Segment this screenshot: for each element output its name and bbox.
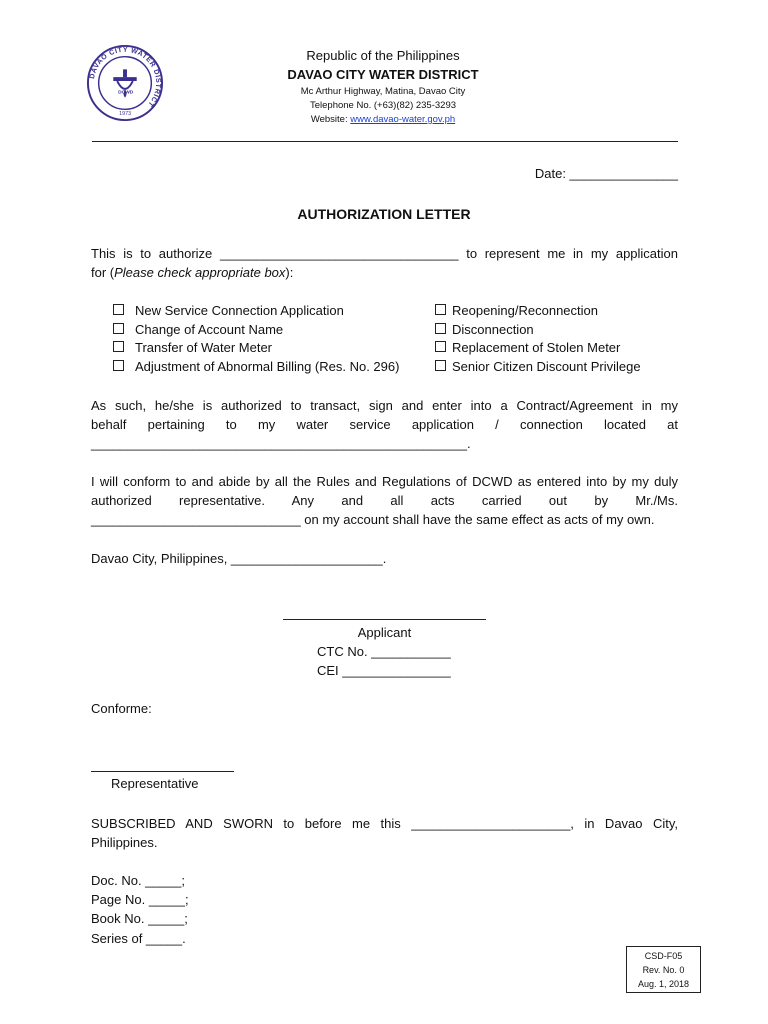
checkbox-box[interactable] <box>113 341 124 352</box>
book-no: Book No. _____; <box>91 911 188 927</box>
page-no: Page No. _____; <box>91 892 189 908</box>
location-field[interactable]: ____________________________________________________. <box>91 436 471 452</box>
checkbox-box[interactable] <box>435 341 446 352</box>
form-code-box <box>626 946 701 993</box>
intro-paragraph <box>91 244 678 282</box>
header-address: Mc Arthur Highway, Matina, Davao City <box>300 86 466 97</box>
conforme-label: Conforme: <box>91 701 152 716</box>
checkbox-disconnection[interactable]: Disconnection <box>435 321 641 340</box>
header-republic: Republic of the Philippines <box>306 48 460 63</box>
svg-text:DCWD: DCWD <box>118 90 134 96</box>
svg-text:DAVAO CITY WATER DISTRICT: DAVAO CITY WATER DISTRICT <box>89 46 162 108</box>
date-field[interactable]: Date: _______________ <box>534 166 678 181</box>
checkbox-change-account-name[interactable]: Change of Account Name <box>113 321 399 340</box>
header-telephone: Telephone No. (+63)(82) 235-3293 <box>309 100 457 111</box>
header-website <box>200 114 566 125</box>
checkbox-group-left <box>113 302 399 377</box>
applicant-label: Applicant <box>357 625 412 640</box>
form-code: CSD-F05 <box>644 951 683 961</box>
checkbox-stolen-meter[interactable]: Replacement of Stolen Meter <box>435 339 641 358</box>
intro-line-1: This is to authorize _________________________________ to represent me in my application <box>91 246 678 261</box>
subscribed-paragraph: SUBSCRIBED AND SWORN to before me this ______________________, in Davao City, Philippines. <box>91 816 678 851</box>
website-link[interactable]: www.davao-water.gov.ph <box>350 114 456 125</box>
checkbox-transfer-meter[interactable]: Transfer of Water Meter <box>113 339 399 358</box>
checkbox-group-right <box>435 302 641 377</box>
representative-signature-line[interactable] <box>91 771 234 772</box>
checkbox-box[interactable] <box>113 360 124 371</box>
cei-field[interactable]: CEI _______________ <box>317 663 451 678</box>
form-date: Aug. 1, 2018 <box>637 979 690 989</box>
svg-text:1973: 1973 <box>119 111 132 118</box>
checkbox-box[interactable] <box>435 304 446 315</box>
checkbox-box[interactable] <box>113 304 124 315</box>
website-label: Website: <box>310 114 351 125</box>
checkbox-box[interactable] <box>435 360 446 371</box>
intro-line-2: for (Please check appropriate box): <box>91 265 294 281</box>
ctc-field[interactable]: CTC No. ___________ <box>317 644 451 659</box>
checkbox-box[interactable] <box>113 323 124 334</box>
header-divider <box>92 141 678 142</box>
place-date-line[interactable]: Davao City, Philippines, _____________________. <box>91 551 387 566</box>
authority-paragraph: As such, he/she is authorized to transact, sign and enter into a Contract/Agreement in my behalf pertaining to my water service application / connection located at ____________________________________________________. <box>91 396 678 454</box>
checkbox-reopening[interactable]: Reopening/Reconnection <box>435 302 641 321</box>
conform-paragraph: I will conform to and abide by all the Rules and Regulations of DCWD as entered into by my duly authorized representative. Any and all acts carried out by Mr./Ms. _____________________________ on my account shall have the same effect as acts of my own. <box>91 474 678 528</box>
checkbox-abnormal-billing[interactable]: Adjustment of Abnormal Billing (Res. No. 296) <box>113 358 399 377</box>
letter-title: AUTHORIZATION LETTER <box>297 206 471 222</box>
applicant-signature-line[interactable] <box>283 619 486 620</box>
header-organization: DAVAO CITY WATER DISTRICT <box>287 67 479 82</box>
checkbox-senior-citizen[interactable]: Senior Citizen Discount Privilege <box>435 358 641 377</box>
series-of: Series of _____. <box>91 930 186 946</box>
notary-details <box>91 871 678 948</box>
doc-no: Doc. No. _____; <box>91 873 185 888</box>
representative-label: Representative <box>111 776 199 791</box>
checkbox-new-service[interactable]: New Service Connection Application <box>113 302 399 321</box>
form-rev: Rev. No. 0 <box>642 965 685 975</box>
checkbox-box[interactable] <box>435 323 446 334</box>
dcwd-seal-logo <box>86 44 164 122</box>
